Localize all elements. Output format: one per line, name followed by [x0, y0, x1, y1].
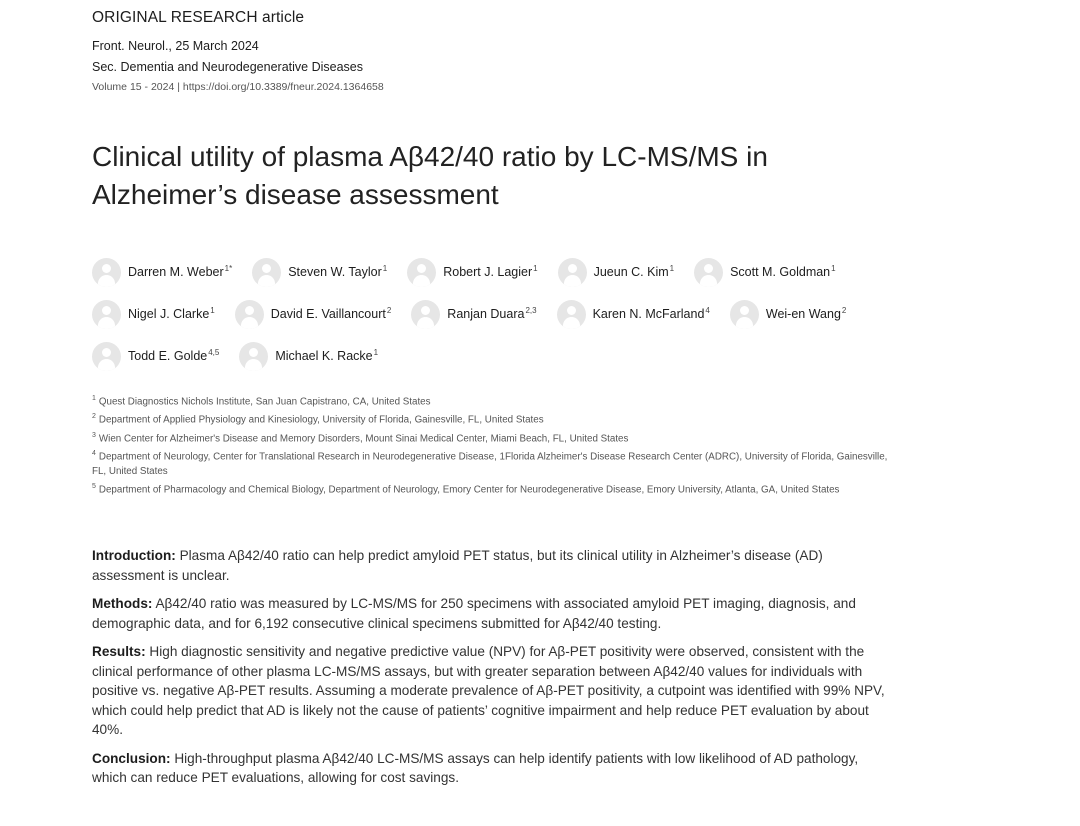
author-item[interactable] [252, 256, 387, 288]
avatar-icon [92, 258, 121, 287]
abstract-section-label: Methods: [92, 596, 153, 611]
author-affiliation-number: 4,5 [208, 347, 220, 357]
author-item[interactable] [235, 298, 392, 330]
affiliation-text: Quest Diagnostics Nichols Institute, San Juan Capistrano, CA, United States [98, 396, 431, 408]
abstract-section-text: Aβ42/40 ratio was measured by LC-MS/MS for 250 specimens with associated amyloid PET imaging, diagnosis, and demographic data, and for 6,192 consecutive clinical specimens submitted for Aβ42/40 testing. [92, 596, 856, 631]
author-affiliation-number: 2 [841, 305, 847, 315]
affiliation-text: Department of Pharmacology and Chemical Biology, Department of Neurology, Emory Center for Neurodegenerative Disease, Emory University, Atlanta, GA, United States [98, 484, 840, 496]
affiliation-list [92, 391, 902, 497]
affiliation-number: 5 [92, 483, 96, 491]
author-affiliation-number: 1 [210, 305, 215, 315]
abstract-section-label: Results: [92, 644, 146, 659]
avatar-icon [407, 258, 436, 287]
affiliation-text: Department of Neurology, Center for Translational Research in Neurodegenerative Disease, 1Florida Alzheimer's Disease Research Center (ADRC), University of Florida, Gainesville, FL, United States [92, 451, 888, 478]
author-affiliation-number: 1 [533, 263, 538, 273]
article-type: ORIGINAL RESEARCH article [92, 9, 305, 26]
author-item[interactable] [411, 298, 536, 330]
abstract-introduction [92, 546, 892, 585]
author-name[interactable]: Ranjan Duara$^{2,3}$ [447, 305, 537, 321]
abstract-section-text: Plasma Aβ42/40 ratio can help predict amyloid PET status, but its clinical utility in Alzheimer’s disease (AD) assessment is unclear. [92, 548, 823, 583]
author-row [92, 293, 912, 335]
author-affiliation-number: 2,3 [525, 305, 537, 315]
avatar-icon [558, 258, 587, 287]
abstract-results [92, 642, 892, 740]
author-affiliation-number: 1* [224, 263, 233, 273]
abstract-section-text: High-throughput plasma Aβ42/40 LC-MS/MS assays can help identify patients with low likelihood of AD pathology, which can reduce PET evaluations, allowing for cost savings. [92, 750, 859, 785]
abstract-section-text: High diagnostic sensitivity and negative predictive value (NPV) for Aβ-PET positivity were observed, consistent with the clinical performance of other plasma LC-MS/MS assays, but with greater separation between Aβ42/40 values for individuals with positive vs. negative Aβ-PET results. Assuming a moderate prevalence of Aβ-PET positivity, a cutpoint was identified with 99% NPV, which could help predict that AD is likely not the cause of patients’ cognitive impairment and help reduce PET evaluation by about 40%. [92, 644, 885, 737]
author-name[interactable]: David E. Vaillancourt$^2$ [270, 305, 392, 321]
author-affiliation-number: 1 [831, 263, 836, 273]
author-row [92, 335, 912, 377]
affiliation-number: 4 [92, 449, 96, 457]
author-affiliation-number: 1 [382, 263, 388, 273]
author-item[interactable] [92, 340, 219, 372]
affiliation-item [92, 479, 902, 497]
author-affiliation-number: 1 [669, 263, 675, 273]
abstract [92, 546, 892, 797]
author-name[interactable]: Nigel J. Clarke$^1$ [128, 305, 215, 321]
author-item[interactable] [407, 256, 537, 288]
author-item[interactable] [92, 256, 232, 288]
avatar-icon [235, 300, 264, 329]
affiliation-number: 2 [92, 413, 96, 421]
author-item[interactable] [694, 256, 836, 288]
avatar-icon [252, 258, 281, 287]
abstract-methods [92, 594, 892, 633]
doi-link[interactable]: https://doi.org/10.3389/fneur.2024.1364658 [182, 81, 384, 93]
author-name[interactable]: Darren M. Weber$^{1*}$ [128, 263, 233, 279]
affiliation-text: Department of Applied Physiology and Kinesiology, University of Florida, Gainesville, FL, United States [98, 414, 544, 426]
article-title: Clinical utility of plasma Aβ42/40 ratio by LC-MS/MS in Alzheimer’s disease assessment [92, 141, 768, 210]
author-affiliation-number: 2 [386, 305, 392, 315]
author-name[interactable]: Robert J. Lagier$^1$ [443, 263, 538, 279]
affiliation-item [92, 428, 902, 446]
author-name[interactable]: Karen N. McFarland$^4$ [592, 305, 710, 321]
abstract-section-label: Conclusion: [92, 750, 171, 766]
journal-date: Front. Neurol., 25 March 2024 [92, 39, 259, 53]
avatar-icon [411, 300, 440, 329]
author-item[interactable] [239, 340, 378, 372]
author-item[interactable] [92, 298, 215, 330]
author-name[interactable]: Scott M. Goldman$^1$ [730, 263, 836, 279]
volume-doi [92, 81, 384, 93]
affiliation-number: 3 [92, 431, 96, 439]
journal-section: Sec. Dementia and Neurodegenerative Diseases [92, 60, 363, 74]
affiliation-number: 1 [92, 395, 96, 402]
author-list [92, 251, 912, 377]
avatar-icon [730, 300, 759, 329]
affiliation-item [92, 409, 902, 427]
author-name[interactable]: Wei-en Wang$^2$ [765, 305, 847, 321]
author-name[interactable]: Todd E. Golde$^{4,5}$ [128, 347, 220, 363]
author-name[interactable]: Steven W. Taylor$^1$ [288, 263, 388, 279]
author-name[interactable]: Michael K. Racke$^1$ [275, 347, 379, 363]
avatar-icon [557, 300, 586, 329]
avatar-icon [239, 342, 268, 371]
author-affiliation-number: 4 [705, 305, 710, 315]
author-item[interactable] [730, 298, 846, 330]
avatar-icon [92, 300, 121, 329]
author-item[interactable] [557, 298, 710, 330]
affiliation-item [92, 446, 902, 479]
avatar-icon [694, 258, 723, 287]
author-name[interactable]: Jueun C. Kim$^1$ [593, 263, 675, 279]
author-affiliation-number: 1 [373, 347, 379, 357]
author-row [92, 251, 912, 293]
affiliation-item [92, 391, 902, 409]
volume-text: Volume 15 - 2024 | [92, 81, 183, 93]
abstract-section-label: Introduction: [92, 548, 176, 563]
affiliation-text: Wien Center for Alzheimer's Disease and Memory Disorders, Mount Sinai Medical Center, Miami Beach, FL, United States [98, 432, 629, 444]
avatar-icon [92, 342, 121, 371]
abstract-conclusion [92, 749, 892, 788]
author-item[interactable] [558, 256, 674, 288]
